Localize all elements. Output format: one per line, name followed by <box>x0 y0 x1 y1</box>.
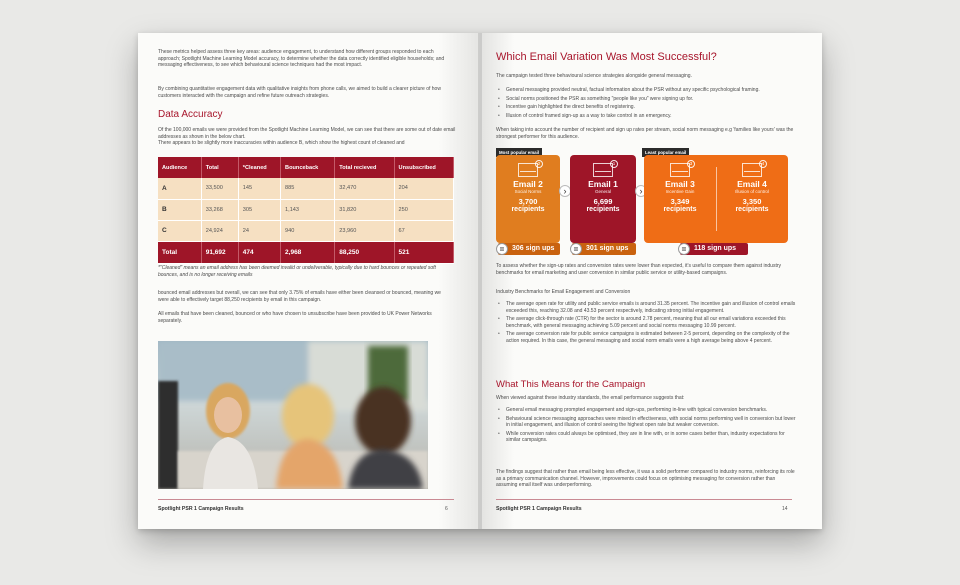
email-variation-heading: Which Email Variation Was Most Successful? <box>496 51 717 63</box>
table-cell: 885 <box>281 178 335 199</box>
page-number: 14 <box>782 506 788 512</box>
rates-paragraph: When taking into account the number of recipient and sign up rates per stream, social norm messaging e.g 'families like yours' was the strongest performer for this audience. <box>496 127 794 140</box>
card-strategy: Incentive Gain <box>665 189 695 194</box>
table-cell: 24,924 <box>201 220 238 241</box>
list-item: • The average conversion rate for public service campaigns is estimated between 2-5 percent, depending on the complexity of the action required. In this case, the general messaging and social norm emails were a high average being above 4 percent. <box>496 331 796 344</box>
signup-count: 118 sign ups <box>694 245 737 252</box>
chevron-right-icon: › <box>559 185 571 197</box>
card-recipient-count: 3,350 <box>742 197 762 206</box>
table-header: Audience <box>158 157 201 178</box>
card-strategy: Illusion of control <box>735 189 769 194</box>
campaign-meaning-list <box>496 407 796 446</box>
email-4-section <box>716 155 788 213</box>
benchmarks-label: Industry Benchmarks for Email Engagement and Conversion <box>496 289 631 295</box>
book-spine <box>478 33 482 529</box>
table-cell: 145 <box>238 178 280 199</box>
card-recipient-count: 3,700 <box>518 197 538 206</box>
card-recipient-count: 6,699 <box>593 197 613 206</box>
table-cell: 204 <box>394 178 453 199</box>
table-header: Bounceback <box>281 157 335 178</box>
envelope-icon <box>593 161 616 177</box>
list-item: • Behavioural science messaging approaches were mixed in effectiveness, with social norms performing well in conversion but lower in initial engagement, and illusion of control seeing the highest open rate but weaker conversion. <box>496 416 796 429</box>
envelope-icon <box>518 161 541 177</box>
card-recipient-label: recipients <box>663 206 697 213</box>
chevron-right-icon: › <box>635 185 647 197</box>
table-row <box>158 220 454 241</box>
card-strategy: Social Norms <box>514 189 542 194</box>
footer-title: Spotlight PSR 1 Campaign Results <box>496 506 582 512</box>
least-popular-tag: Least popular email <box>642 148 689 157</box>
email-1-card <box>570 155 636 243</box>
conclusion-paragraph: The findings suggest that rather than email being less effective, it was a solid performer compared to industry norms, reinforcing its role as a primary communication channel. However, improvements could focus on optimising messaging for conversion rather than assuming email itself was underperforming. <box>496 469 795 489</box>
campaign-meaning-heading: What This Means for the Campaign <box>496 379 646 390</box>
signup-count: 301 sign ups <box>586 245 629 252</box>
email-3-4-card <box>644 155 788 243</box>
table-cell: 24 <box>238 220 280 241</box>
email-number-badge: 1 <box>610 160 618 168</box>
email-2-card <box>496 155 560 243</box>
table-row <box>158 199 454 220</box>
table-cell: 2,968 <box>281 241 335 263</box>
table-cell: C <box>158 220 201 241</box>
equals-icon: = <box>496 243 508 255</box>
table-cell: 1,143 <box>281 199 335 220</box>
footer-divider <box>496 499 792 500</box>
table-cell: B <box>158 199 201 220</box>
table-cell: 250 <box>394 199 453 220</box>
table-cell: A <box>158 178 201 199</box>
unsubscribe-paragraph: All emails that have been cleaned, bounced or who have chosen to unsubscribe have been provided to UK Power Networks separately. <box>158 311 432 324</box>
footer-divider <box>158 499 454 500</box>
email-number-badge: 2 <box>535 160 543 168</box>
table-cell: 23,960 <box>335 220 394 241</box>
data-accuracy-paragraph: Of the 100,000 emails we were provided from the Spotlight Machine Learning Model, we can see that there are some out of date email addresses as shown in the below chart. <box>158 127 456 140</box>
table-cell: 305 <box>238 199 280 220</box>
table-cell: 33,268 <box>201 199 238 220</box>
footer-title: Spotlight PSR 1 Campaign Results <box>158 506 244 512</box>
envelope-icon <box>742 161 765 177</box>
table-cell: 67 <box>394 220 453 241</box>
left-page <box>138 33 480 529</box>
list-item: • General email messaging prompted engagement and sign-ups, performing in-line with typical conversion benchmarks. <box>496 407 796 414</box>
table-header: *Cleaned <box>238 157 280 178</box>
compare-paragraph: To assess whether the sign-up rates and conversion rates were lower than expected, it's useful to compare them against industry benchmarks for email marketing and user conversion in similar public service or utility-based campaigns. <box>496 263 781 276</box>
card-email-name: Email 3 <box>665 179 695 189</box>
bounce-paragraph: bounced email addresses but overall, we can see that only 3.75% of emails have either been cleansed or bounced, meaning we were able to effectively target 88,250 recipients by email in this campaign. <box>158 290 441 303</box>
left-intro-paragraph: These metrics helped assess three key areas: audience engagement, to understand how different groups responded to each approach; Spotlight Machine Learning Model accuracy, to determine whether the data correctly identified eligible households; and messaging effectiveness, to see which behavioural science techniques had the most impact. <box>158 49 445 69</box>
most-popular-tag: Most popular email <box>496 148 542 157</box>
card-recipient-count: 3,349 <box>670 197 690 206</box>
list-item: • General messaging provided neutral, factual information about the PSR without any specific psychological framing. <box>496 87 796 94</box>
email-3-4-signups <box>680 243 748 255</box>
card-strategy: General <box>594 189 611 194</box>
photo-illustration <box>158 341 428 489</box>
table-cell: 32,470 <box>335 178 394 199</box>
campaign-meaning-intro: When viewed against these industry standards, the email performance suggests that: <box>496 395 685 401</box>
signup-count: 306 sign ups <box>512 245 555 252</box>
data-accuracy-paragraph-2: There appears to be slightly more inaccuracies within audience B, which show the highest count of cleaned and <box>158 140 405 146</box>
table-cell: Total <box>158 241 201 263</box>
table-cell: 474 <box>238 241 280 263</box>
card-email-name: Email 2 <box>513 179 543 189</box>
list-item: • Social norms positioned the PSR as something "people like you" were signing up for. <box>496 96 796 103</box>
page-number: 6 <box>445 506 448 512</box>
email-number-badge: 3 <box>687 160 695 168</box>
list-item: • The average click-through rate (CTR) for the sector is around 2.78 percent, meaning that all our email variations exceeded this benchmark, with general messaging achieving 5.09 percent and social norms messaging 10.99 percent. <box>496 316 796 329</box>
table-cell: 88,250 <box>335 241 394 263</box>
table-header-row <box>158 157 454 178</box>
email-1-signups <box>572 243 636 255</box>
envelope-icon <box>670 161 693 177</box>
list-item: • Illusion of control framed sign-up as a way to take control in an emergency. <box>496 113 796 120</box>
table-header: Total recieved <box>335 157 394 178</box>
table-header: Total <box>201 157 238 178</box>
table-total-row <box>158 241 454 263</box>
strategy-list <box>496 87 796 121</box>
table-cell: 31,820 <box>335 199 394 220</box>
email-2-signups <box>498 243 560 255</box>
left-intro-paragraph-2: By combining quantitative engagement data with qualitative insights from phone calls, we aimed to build a clearer picture of how customers interacted with the campaign and refine future outreach strategies. <box>158 86 441 99</box>
table-cell: 940 <box>281 220 335 241</box>
card-recipient-label: recipients <box>586 206 620 213</box>
list-item: • While conversion rates could always be optimised, they are in line with, or in some cases better than, industry expectations for similar campaigns. <box>496 431 796 444</box>
table-row <box>158 178 454 199</box>
card-email-name: Email 4 <box>737 179 767 189</box>
equals-icon: = <box>570 243 582 255</box>
email-variation-intro: The campaign tested three behavioural science strategies alongside general messaging. <box>496 73 692 79</box>
table-cell: 91,692 <box>201 241 238 263</box>
list-item: • Incentive gain highlighted the direct benefits of registering. <box>496 104 796 111</box>
equals-icon: = <box>678 243 690 255</box>
email-3-section <box>644 155 716 213</box>
data-accuracy-table <box>158 157 454 264</box>
table-footnote: *"Cleaned" means an email address has been deemed invalid or undeliverable, typically due to hard bounces or repeated soft bounces, and is no longer receiving emails <box>158 265 436 278</box>
table-header: Unsubscribed <box>394 157 453 178</box>
table-cell: 33,500 <box>201 178 238 199</box>
brochure-spread <box>138 33 822 529</box>
card-recipient-label: recipients <box>735 206 769 213</box>
email-number-badge: 4 <box>759 160 767 168</box>
card-recipient-label: recipients <box>511 206 545 213</box>
list-item: • The average open rate for utility and public service emails is around 31.35 percent. The incentive gain and illusion of control emails exceeded this, reaching 32.08 and 43.53 percent respectively, indicating strong initial engagement. <box>496 301 796 314</box>
card-email-name: Email 1 <box>588 179 618 189</box>
right-page <box>480 33 822 529</box>
data-accuracy-heading: Data Accuracy <box>158 109 223 120</box>
office-photo <box>158 341 428 489</box>
table-cell: 521 <box>394 241 453 263</box>
benchmark-list <box>496 301 796 347</box>
